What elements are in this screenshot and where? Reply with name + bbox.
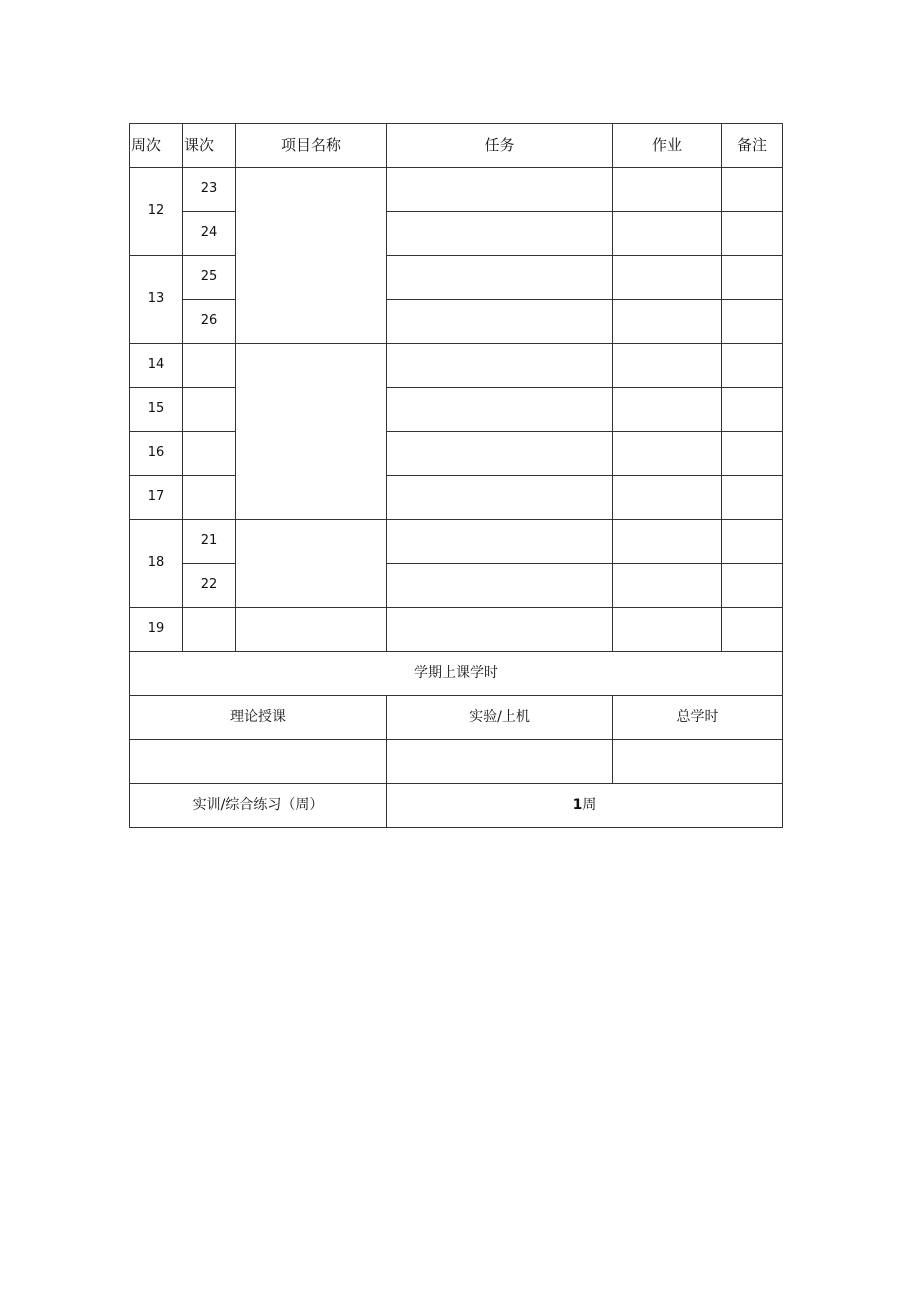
homework-cell <box>613 300 722 344</box>
week-cell: 18 <box>130 520 183 608</box>
table-row <box>130 168 783 212</box>
theory-value <box>130 740 387 784</box>
homework-cell <box>613 432 722 476</box>
lesson-cell: 22 <box>183 564 236 608</box>
lesson-cell: 26 <box>183 300 236 344</box>
training-value-number: 1 <box>572 796 583 813</box>
table-row <box>130 608 783 652</box>
remark-cell <box>722 168 783 212</box>
remark-cell <box>722 432 783 476</box>
total-hours-value <box>613 740 783 784</box>
lesson-cell: 21 <box>183 520 236 564</box>
week-cell: 14 <box>130 344 183 388</box>
task-cell <box>387 608 613 652</box>
homework-cell <box>613 212 722 256</box>
week-cell: 17 <box>130 476 183 520</box>
header-task: 任务 <box>387 124 613 168</box>
homework-cell <box>613 256 722 300</box>
homework-cell <box>613 168 722 212</box>
task-cell <box>387 256 613 300</box>
training-value <box>387 784 783 828</box>
header-week: 周次 <box>130 124 183 168</box>
training-row <box>130 784 783 828</box>
table-row <box>130 564 783 608</box>
task-cell <box>387 476 613 520</box>
remark-cell <box>722 564 783 608</box>
task-cell <box>387 520 613 564</box>
project-cell <box>236 168 387 344</box>
remark-cell <box>722 388 783 432</box>
task-cell <box>387 300 613 344</box>
task-cell <box>387 432 613 476</box>
lesson-cell <box>183 344 236 388</box>
project-cell <box>236 608 387 652</box>
table-row <box>130 256 783 300</box>
week-cell: 13 <box>130 256 183 344</box>
header-remark: 备注 <box>722 124 783 168</box>
task-cell <box>387 388 613 432</box>
project-cell <box>236 344 387 520</box>
table-row <box>130 388 783 432</box>
homework-cell <box>613 476 722 520</box>
week-cell: 15 <box>130 388 183 432</box>
homework-cell <box>613 388 722 432</box>
header-project: 项目名称 <box>236 124 387 168</box>
lesson-cell: 25 <box>183 256 236 300</box>
remark-cell <box>722 212 783 256</box>
header-lesson: 课次 <box>183 124 236 168</box>
lab-label: 实验/上机 <box>387 696 613 740</box>
header-homework: 作业 <box>613 124 722 168</box>
lesson-cell: 23 <box>183 168 236 212</box>
semester-hours-title: 学期上课学时 <box>130 652 783 696</box>
lesson-cell <box>183 432 236 476</box>
homework-cell <box>613 520 722 564</box>
task-cell <box>387 212 613 256</box>
lesson-cell <box>183 476 236 520</box>
table-row <box>130 432 783 476</box>
table-row <box>130 300 783 344</box>
week-cell: 12 <box>130 168 183 256</box>
table-row <box>130 476 783 520</box>
week-cell: 19 <box>130 608 183 652</box>
lesson-cell <box>183 608 236 652</box>
remark-cell <box>722 300 783 344</box>
table-row <box>130 344 783 388</box>
table-row <box>130 520 783 564</box>
remark-cell <box>722 608 783 652</box>
table-header-row <box>130 124 783 168</box>
hours-label-row <box>130 696 783 740</box>
hours-value-row <box>130 740 783 784</box>
task-cell <box>387 168 613 212</box>
remark-cell <box>722 256 783 300</box>
task-cell <box>387 564 613 608</box>
lesson-cell: 24 <box>183 212 236 256</box>
remark-cell <box>722 476 783 520</box>
remark-cell <box>722 344 783 388</box>
course-schedule-table <box>129 123 783 828</box>
semester-hours-title-row <box>130 652 783 696</box>
remark-cell <box>722 520 783 564</box>
week-cell: 16 <box>130 432 183 476</box>
lesson-cell <box>183 388 236 432</box>
task-cell <box>387 344 613 388</box>
theory-label: 理论授课 <box>130 696 387 740</box>
total-hours-label: 总学时 <box>613 696 783 740</box>
table-row <box>130 212 783 256</box>
project-cell <box>236 520 387 608</box>
training-value-unit: 周 <box>582 796 597 813</box>
homework-cell <box>613 344 722 388</box>
homework-cell <box>613 564 722 608</box>
training-label: 实训/综合练习（周） <box>130 784 387 828</box>
homework-cell <box>613 608 722 652</box>
lab-value <box>387 740 613 784</box>
